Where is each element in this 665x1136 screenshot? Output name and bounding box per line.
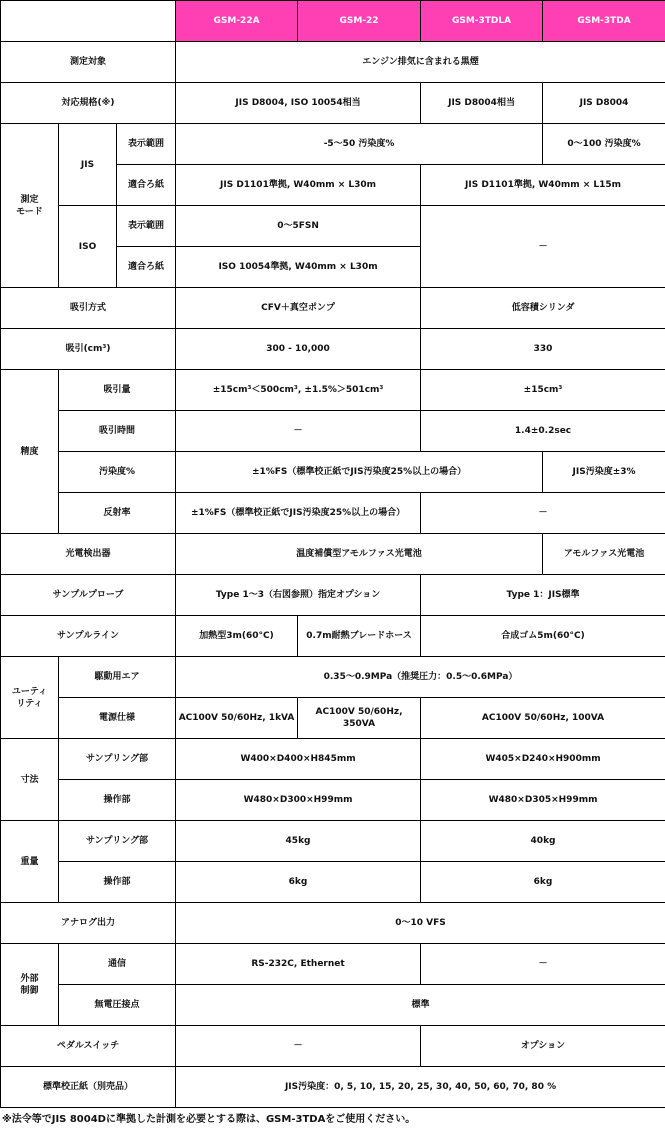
cell-value: JIS汚染度：0, 5, 10, 15, 20, 25, 30, 40, 50, 60, 70, 80 % [176,1067,665,1108]
cell-value: ±15cm³＜500cm³, ±1.5%＞501cm³ [176,370,421,411]
item-label: 反射率 [59,493,176,534]
row-label: 吸引(cm³) [1,329,176,370]
cell-value: JIS D8004 [543,83,665,124]
row-label: 光電検出器 [1,534,176,575]
row-label: 対応規格(※) [1,83,176,124]
row-suction-volume [1,329,665,370]
row-accuracy-volume [1,370,665,411]
row-target [1,42,665,83]
row-label: 測定対象 [1,42,176,83]
cell-value: RS-232C, Ethernet [176,944,421,985]
row-calibration [1,1067,665,1108]
cell-value: 温度補償型アモルファス光電池 [176,534,543,575]
row-label: ペダルスイッチ [1,1026,176,1067]
cell-value: － [421,493,665,534]
cell-value: － [421,206,665,288]
header-corner [1,1,176,42]
cell-value: 0～100 汚染度% [543,124,665,165]
row-accuracy-time [1,411,665,452]
item-label: 操作部 [59,862,176,903]
group-label-external: 外部 制御 [1,944,59,1026]
footnote: ※法令等でJIS 8004Dに準拠した計測を必要とする際は、GSM-3TDAをご使用ください。 [2,1114,416,1125]
cell-value: ±15cm³ [421,370,665,411]
sub-label-jis: JIS [59,124,117,206]
cell-value: 300 - 10,000 [176,329,421,370]
cell-value: ±1%FS（標準校正紙でJIS汚染度25%以上の場合） [176,452,543,493]
row-label: 吸引方式 [1,288,176,329]
item-label: 吸引時間 [59,411,176,452]
row-accuracy-pollution [1,452,665,493]
item-label: 無電圧接点 [59,985,176,1026]
row-label: サンプルライン [1,616,176,657]
cell-value: 45kg [176,821,421,862]
cell-value: 6kg [176,862,421,903]
group-label-dimensions: 寸法 [1,739,59,821]
row-jis-range [1,124,665,165]
cell-value: W480×D305×H99mm [421,780,665,821]
cell-value: 330 [421,329,665,370]
cell-value: 0～10 VFS [176,903,665,944]
header-model-2: GSM-22 [298,1,421,42]
row-standard [1,83,665,124]
row-ext-contact [1,985,665,1026]
item-label: 表示範囲 [117,206,176,247]
cell-value: Type 1～3（右図参照）指定オプション [176,575,421,616]
row-utility-air [1,657,665,698]
cell-value: AC100V 50/60Hz, 100VA [421,698,665,739]
cell-value: エンジン排気に含まれる黒煙 [176,42,665,83]
cell-value: AC100V 50/60Hz, 350VA [298,698,421,739]
item-label: 適合ろ紙 [117,165,176,206]
header-row [1,1,665,42]
row-detector [1,534,665,575]
row-weight-operation [1,862,665,903]
item-label: 通信 [59,944,176,985]
cell-value: CFV＋真空ポンプ [176,288,421,329]
row-accuracy-reflectance [1,493,665,534]
cell-value: 1.4±0.2sec [421,411,665,452]
row-dim-sampling [1,739,665,780]
item-label: 吸引量 [59,370,176,411]
row-utility-power [1,698,665,739]
cell-value: 低容積シリンダ [421,288,665,329]
cell-value: JIS D8004相当 [421,83,543,124]
header-model-1: GSM-22A [176,1,298,42]
cell-value: 0～5FSN [176,206,421,247]
row-analog [1,903,665,944]
cell-value: JIS汚染度±3% [543,452,665,493]
cell-value: W480×D300×H99mm [176,780,421,821]
cell-value: -5～50 汚染度% [176,124,543,165]
cell-value: － [176,411,421,452]
header-model-4: GSM-3TDA [543,1,665,42]
cell-value: Type 1：JIS標準 [421,575,665,616]
cell-value: 0.35～0.9MPa（推奨圧力：0.5～0.6MPa） [176,657,665,698]
cell-value: AC100V 50/60Hz, 1kVA [176,698,298,739]
cell-value: W405×D240×H900mm [421,739,665,780]
cell-value: アモルファス光電池 [543,534,665,575]
item-label: サンプリング部 [59,739,176,780]
item-label: 適合ろ紙 [117,247,176,288]
row-label: サンプルプローブ [1,575,176,616]
group-label-mode: 測定 モード [1,124,59,288]
row-label: 標準校正紙（別売品） [1,1067,176,1108]
cell-value: JIS D8004, ISO 10054相当 [176,83,421,124]
sub-label-iso: ISO [59,206,117,288]
header-model-3: GSM-3TDLA [421,1,543,42]
item-label: サンプリング部 [59,821,176,862]
row-line [1,616,665,657]
row-pedal [1,1026,665,1067]
cell-value: W400×D400×H845mm [176,739,421,780]
row-dim-operation [1,780,665,821]
cell-value: － [176,1026,421,1067]
cell-value: 0.7m耐熱ブレードホース [298,616,421,657]
item-label: 電源仕様 [59,698,176,739]
row-suction-method [1,288,665,329]
cell-value: オプション [421,1026,665,1067]
cell-value: JIS D1101準拠, W40mm × L15m [421,165,665,206]
item-label: 汚染度% [59,452,176,493]
cell-value: 40kg [421,821,665,862]
row-iso-range [1,206,665,247]
row-probe [1,575,665,616]
group-label-accuracy: 精度 [1,370,59,534]
item-label: 操作部 [59,780,176,821]
row-ext-comm [1,944,665,985]
item-label: 表示範囲 [117,124,176,165]
cell-value: 合成ゴム5m(60°C) [421,616,665,657]
cell-value: ISO 10054準拠, W40mm × L30m [176,247,421,288]
row-label: アナログ出力 [1,903,176,944]
cell-value: 6kg [421,862,665,903]
cell-value: ±1%FS（標準校正紙でJIS汚染度25%以上の場合） [176,493,421,534]
cell-value: － [421,944,665,985]
group-label-weight: 重量 [1,821,59,903]
cell-value: 標準 [176,985,665,1026]
cell-value: 加熱型3m(60°C) [176,616,298,657]
item-label: 駆動用エア [59,657,176,698]
group-label-utility: ユーティ リティ [1,657,59,739]
cell-value: JIS D1101準拠, W40mm × L30m [176,165,421,206]
row-weight-sampling [1,821,665,862]
